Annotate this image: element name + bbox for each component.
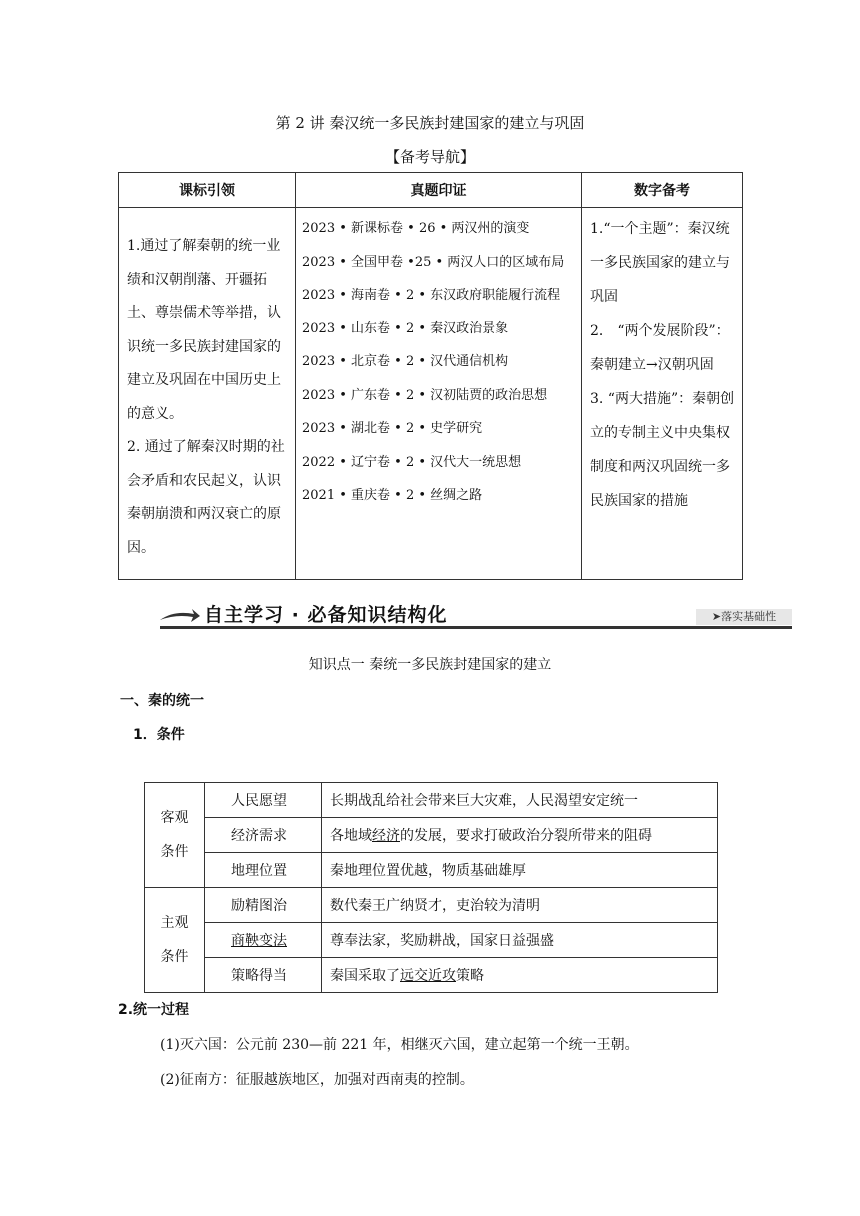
condition-name: 经济需求 <box>205 818 322 853</box>
header-curriculum: 课标引领 <box>119 173 296 208</box>
digital-item: 3. “两大措施”：秦朝创立的专制主义中央集权制度和两汉巩固统一多民族国家的措施 <box>590 391 735 509</box>
condition-desc: 长期战乱给社会带来巨大灾难，人民渴望安定统一 <box>322 783 718 818</box>
knowledge-point-title: 知识点一 秦统一多民族封建国家的建立 <box>308 657 552 673</box>
section-heading: 一、秦的统一 <box>120 693 204 709</box>
exam-item: 2023 • 海南卷 • 2 • 东汉政府职能履行流程 <box>302 287 561 303</box>
section-banner <box>160 596 792 630</box>
exam-item: 2021 • 重庆卷 • 2 • 丝绸之路 <box>302 488 483 503</box>
banner-tag <box>696 609 792 625</box>
exam-item: 2023 • 全国甲卷 •25 • 两汉人口的区域布局 <box>302 254 565 270</box>
guide-title: 【备考导航】 <box>384 148 475 166</box>
condition-desc: 尊奉法家，奖励耕战，国家日益强盛 <box>322 923 718 958</box>
objective-conditions-label: 客观 条件 <box>145 783 205 888</box>
banner-title: 自主学习 · 必备知识结构化 <box>204 604 448 626</box>
page-title: 第 2 讲 秦汉统一多民族封建国家的建立与巩固 <box>275 114 585 132</box>
curriculum-cell <box>119 208 296 580</box>
header-digital-prep: 数字备考 <box>582 173 743 208</box>
paragraph: (1)灭六国：公元前 230—前 221 年，相继灭六国，建立起第一个统一王朝。 <box>160 1037 639 1053</box>
condition-name: 商鞅变法 <box>205 923 322 958</box>
condition-desc: 数代秦王广纳贤才，吏治较为清明 <box>322 888 718 923</box>
condition-desc: 秦国采取了远交近攻策略 <box>322 958 718 993</box>
exam-item: 2022 • 辽宁卷 • 2 • 汉代大一统思想 <box>302 454 522 470</box>
digital-prep-cell <box>582 208 743 580</box>
condition-name: 人民愿望 <box>205 783 322 818</box>
exam-item: 2023 • 湖北卷 • 2 • 史学研究 <box>302 421 483 436</box>
condition-name: 励精图治 <box>205 888 322 923</box>
banner-tag-label: 落实基础性 <box>721 610 777 623</box>
banner-divider <box>160 626 792 629</box>
condition-name: 策略得当 <box>205 958 322 993</box>
conditions-table <box>144 782 718 993</box>
swoosh-arrow-icon <box>160 606 200 624</box>
exam-evidence-cell <box>296 208 582 580</box>
subheading-conditions: 1．条件 <box>133 727 185 743</box>
paragraph: (2)征南方：征服越族地区，加强对西南夷的控制。 <box>160 1072 474 1088</box>
curriculum-item: 2. 通过了解秦汉时期的社会矛盾和农民起义，认识秦朝崩溃和两汉衰亡的原因。 <box>127 439 285 556</box>
triangle-icon: ➤ <box>711 610 722 623</box>
condition-name: 地理位置 <box>205 853 322 888</box>
exam-item: 2023 • 北京卷 • 2 • 汉代通信机构 <box>302 354 509 369</box>
subheading-process: 2.统一过程 <box>118 1002 190 1018</box>
exam-item: 2023 • 广东卷 • 2 • 汉初陆贾的政治思想 <box>302 387 548 403</box>
digital-item: 2． “两个发展阶段”：秦朝建立→汉朝巩固 <box>590 323 730 373</box>
curriculum-item: 1.通过了解秦朝的统一业绩和汉朝削藩、开疆拓土、尊崇儒术等举措，认识统一多民族封建国家的建立及巩固在中国历史上的意义。 <box>127 238 281 422</box>
condition-desc: 各地域经济的发展，要求打破政治分裂所带来的阻碍 <box>322 818 718 853</box>
header-exam-evidence: 真题印证 <box>296 173 582 208</box>
digital-item: 1.“一个主题”：秦汉统一多民族国家的建立与巩固 <box>590 221 730 305</box>
exam-item: 2023 • 新课标卷 • 26 • 两汉州的演变 <box>302 221 530 236</box>
exam-guide-table <box>118 172 743 580</box>
condition-desc: 秦地理位置优越，物质基础雄厚 <box>322 853 718 888</box>
subjective-conditions-label: 主观 条件 <box>145 888 205 993</box>
exam-item: 2023 • 山东卷 • 2 • 秦汉政治景象 <box>302 320 509 336</box>
